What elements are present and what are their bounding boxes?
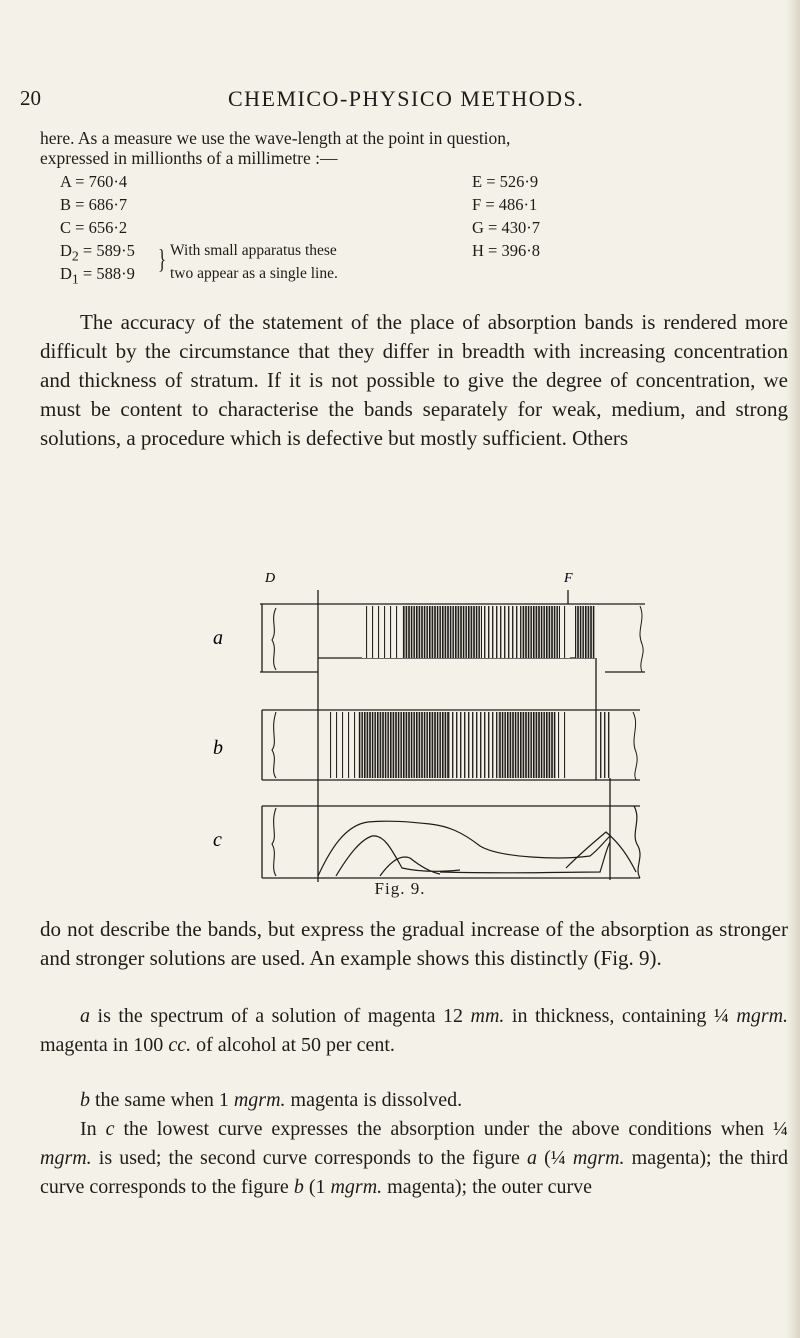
running-title: CHEMICO-PHYSICO METHODS. [228,86,585,111]
row-label-a: a [213,627,223,649]
paragraph-accuracy: The accuracy of the statement of the place of absorption bands is rendered more difficult by the circumstance that they differ in breadth with increasing concentration and thickness of stratum. If it is not possible to give the degree of concentration, we must be content to characterise the bands separately for weak, medium, and strong solutions, a procedure which is defective but mostly sufficient. Others [40,310,788,450]
absorption-spectra-figure [0,570,800,890]
row-label-b: b [213,737,223,759]
intro-text [40,128,800,168]
figure-9 [0,570,800,890]
wavelength-D2: $D_2 = 589\cdot 5$ [60,241,135,264]
wavelength-A: A = 760·4 [60,172,128,191]
fig-label-F: F [564,571,573,586]
wavelength-C: C = 656·2 [60,218,128,237]
paragraph-spectrum-b: b the same when 1 mgrm. magenta is dissolved. [80,1089,463,1111]
label-a: a [80,1005,90,1027]
brace-icon: } [158,244,167,275]
wavelength-E: E = 526·9 [472,172,539,191]
wavelength-D1: $D_1 = 588\cdot 9$ [60,264,135,287]
wavelength-G: G = 430·7 [472,218,540,237]
paragraph-spectrum-a: a is the spectrum of a solution of magenta 12 mm. in thickness, containing ¼ mgrm. magenta in 100 cc. of alcohol at 50 per cent. [40,1005,789,1056]
page-header [0,86,800,116]
label-c: c [105,1118,115,1140]
wavelength-B: B = 686·7 [60,195,128,214]
intro-line-1: here. As a measure we use the wave-length at the point in question, [40,128,511,148]
wavelength-H: H = 396·8 [472,241,540,260]
spectrum-c-curves [318,806,640,878]
fig-label-D: D [265,571,276,586]
d-lines-note-1: With small apparatus these [170,242,337,259]
page-number: 20 [20,86,41,110]
intro-line-2: expressed in millionths of a millimetre :— [40,148,338,168]
row-label-c: c [213,829,222,851]
paragraph-gradual-increase: do not describe the bands, but express the gradual increase of the absorption as stronger and stronger solutions are used. An example shows this distinctly (Fig. 9). [40,917,788,970]
d-lines-note-2: two appear as a single line. [170,265,338,282]
label-b: b [80,1089,90,1111]
paragraph-spectrum-c: In c the lowest curve expresses the absorption under the above conditions when ¼ mgrm. is used; the second curve corresponds to the figure a (¼ mgrm. magenta); the third curve corresponds to the figure b (1 mgrm. magenta); the outer curve [40,1118,789,1198]
row-braces [272,608,276,876]
wavelength-F: F = 486·1 [472,195,538,214]
spectrum-a [362,606,643,672]
figure-caption: Fig. 9. [374,879,426,898]
spectrum-b [328,712,637,780]
